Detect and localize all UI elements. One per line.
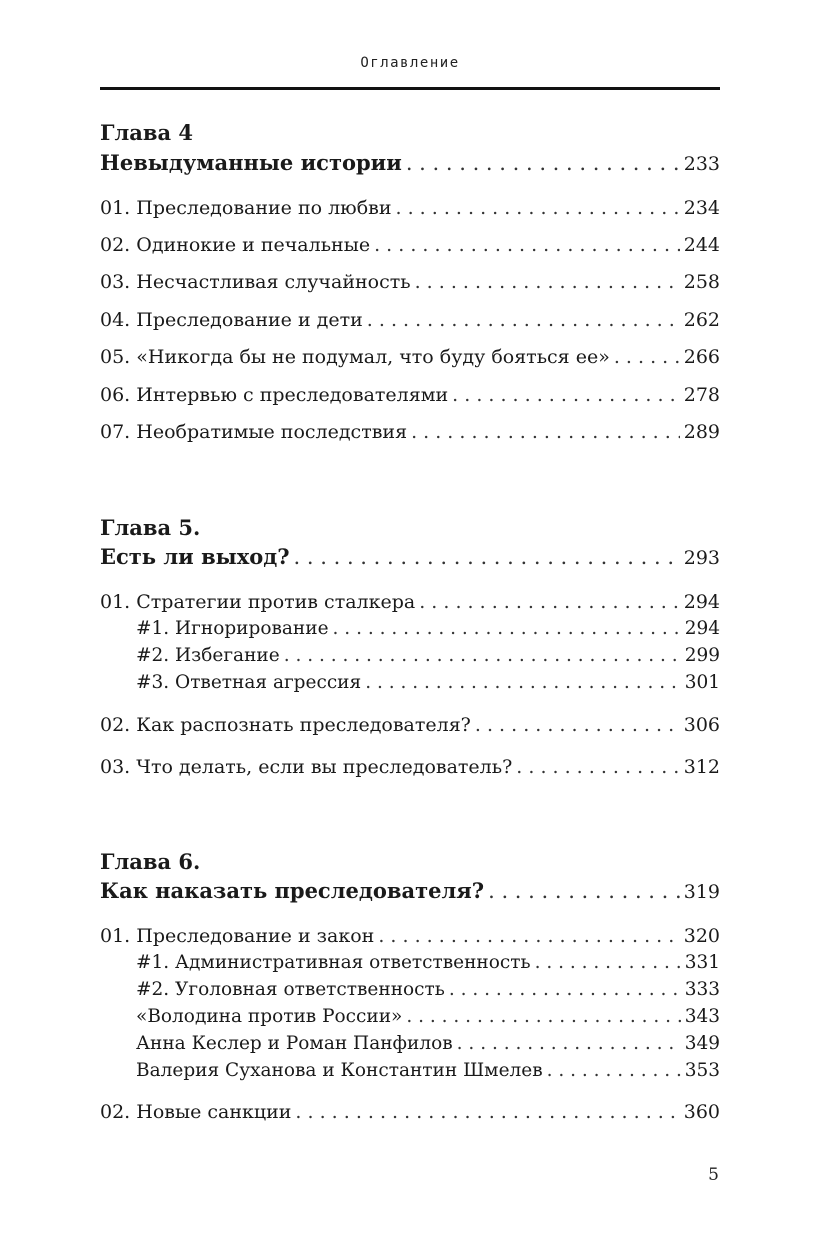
toc-subentry[interactable] (136, 1031, 720, 1057)
entry-title: 02. Как распознать преследователя? (100, 714, 471, 736)
entry-title: «Володина против России» (136, 1006, 403, 1027)
entry-page: 262 (683, 309, 720, 331)
entry-page: 331 (684, 952, 720, 973)
entry-title: 01. Преследование по любви (100, 197, 392, 219)
entry-page: 343 (684, 1006, 720, 1027)
entry-page: 306 (683, 714, 720, 736)
page-number: 5 (708, 1165, 719, 1185)
entry-page: 320 (683, 925, 720, 947)
entry-title: 05. «Никогда бы не подумал, что буду бояться ее» (100, 346, 610, 368)
dot-leader (284, 643, 681, 669)
dot-leader (406, 1004, 680, 1030)
toc-subentry[interactable] (136, 1058, 720, 1084)
entry-title: Анна Кеслер и Роман Панфилов (136, 1033, 453, 1054)
dot-leader (294, 544, 680, 570)
entry-title: 03. Несчастливая случайность (100, 271, 411, 293)
entry-page: 278 (683, 384, 720, 406)
toc-entry[interactable] (100, 195, 720, 221)
entry-page: 258 (683, 271, 720, 293)
entry-title: 07. Необратимые последствия (100, 421, 408, 443)
entry-page: 294 (684, 618, 720, 639)
entry-page: 233 (683, 153, 720, 175)
entry-title: 02. Новые санкции (100, 1101, 292, 1123)
entry-title: 01. Стратегии против сталкера (100, 591, 416, 613)
dot-leader (449, 977, 681, 1003)
entry-title: #2. Уголовная ответственность (136, 979, 445, 1000)
toc-entry[interactable] (100, 269, 720, 295)
dot-leader (516, 754, 679, 780)
chapter-4-label: Глава 4 (100, 120, 194, 145)
dot-leader (406, 150, 680, 176)
dot-leader (333, 616, 681, 642)
chapter-4-title[interactable] (100, 150, 720, 176)
toc-subentry[interactable] (136, 670, 720, 696)
entry-title: 01. Преследование и закон (100, 925, 375, 947)
dot-leader (411, 419, 680, 445)
running-title: Оглавление (360, 55, 460, 71)
entry-page: 360 (683, 1101, 720, 1123)
dot-leader (378, 923, 679, 949)
chapter-5-label: Глава 5. (100, 515, 201, 540)
dot-leader (419, 589, 680, 615)
entry-title: #1. Административная ответственность (136, 952, 531, 973)
toc-subentry[interactable] (136, 616, 720, 642)
entry-page: 299 (684, 645, 720, 666)
toc-entry[interactable] (100, 344, 720, 370)
entry-title: Как наказать преследователя? (100, 878, 485, 903)
dot-leader (367, 307, 680, 333)
toc-entry[interactable] (100, 419, 720, 445)
chapter-6-label: Глава 6. (100, 849, 201, 874)
header-rule (100, 87, 720, 90)
toc-subentry[interactable] (136, 1004, 720, 1030)
entry-page: 289 (683, 421, 720, 443)
entry-page: 353 (684, 1060, 720, 1081)
entry-title: 02. Одинокие и печальные (100, 234, 371, 256)
toc-subentry[interactable] (136, 977, 720, 1003)
toc-entry[interactable] (100, 307, 720, 333)
dot-leader (374, 232, 680, 258)
dot-leader (614, 344, 680, 370)
toc-entry[interactable] (100, 1099, 720, 1125)
toc-entry[interactable] (100, 754, 720, 780)
entry-page: 349 (684, 1033, 720, 1054)
chapter-6-title[interactable] (100, 878, 720, 904)
entry-page: 244 (683, 234, 720, 256)
entry-page: 333 (684, 979, 720, 1000)
dot-leader (365, 670, 681, 696)
entry-page: 301 (684, 672, 720, 693)
dot-leader (415, 269, 680, 295)
entry-title: 03. Что делать, если вы преследователь? (100, 756, 513, 778)
entry-title: #1. Игнорирование (136, 618, 329, 639)
dot-leader (396, 195, 680, 221)
entry-title: Невыдуманные истории (100, 150, 402, 175)
entry-title: Валерия Суханова и Константин Шмелев (136, 1060, 543, 1081)
entry-title: 06. Интервью с преследователями (100, 384, 449, 406)
entry-page: 293 (683, 547, 720, 569)
entry-page: 266 (683, 346, 720, 368)
toc-subentry[interactable] (136, 950, 720, 976)
entry-title: Есть ли выход? (100, 544, 290, 569)
toc-entry[interactable] (100, 382, 720, 408)
toc-entry[interactable] (100, 712, 720, 738)
entry-page: 312 (683, 756, 720, 778)
dot-leader (488, 878, 680, 904)
entry-page: 319 (683, 881, 720, 903)
dot-leader (547, 1058, 681, 1084)
toc-subentry[interactable] (136, 643, 720, 669)
entry-title: 04. Преследование и дети (100, 309, 363, 331)
dot-leader (452, 382, 680, 408)
chapter-5-title[interactable] (100, 544, 720, 570)
dot-leader (295, 1099, 679, 1125)
toc-entry[interactable] (100, 923, 720, 949)
dot-leader (457, 1031, 681, 1057)
dot-leader (535, 950, 681, 976)
toc-entry[interactable] (100, 232, 720, 258)
entry-page: 294 (683, 591, 720, 613)
entry-page: 234 (683, 197, 720, 219)
entry-title: #2. Избегание (136, 645, 280, 666)
toc-entry[interactable] (100, 589, 720, 615)
entry-title: #3. Ответная агрессия (136, 672, 362, 693)
dot-leader (475, 712, 680, 738)
